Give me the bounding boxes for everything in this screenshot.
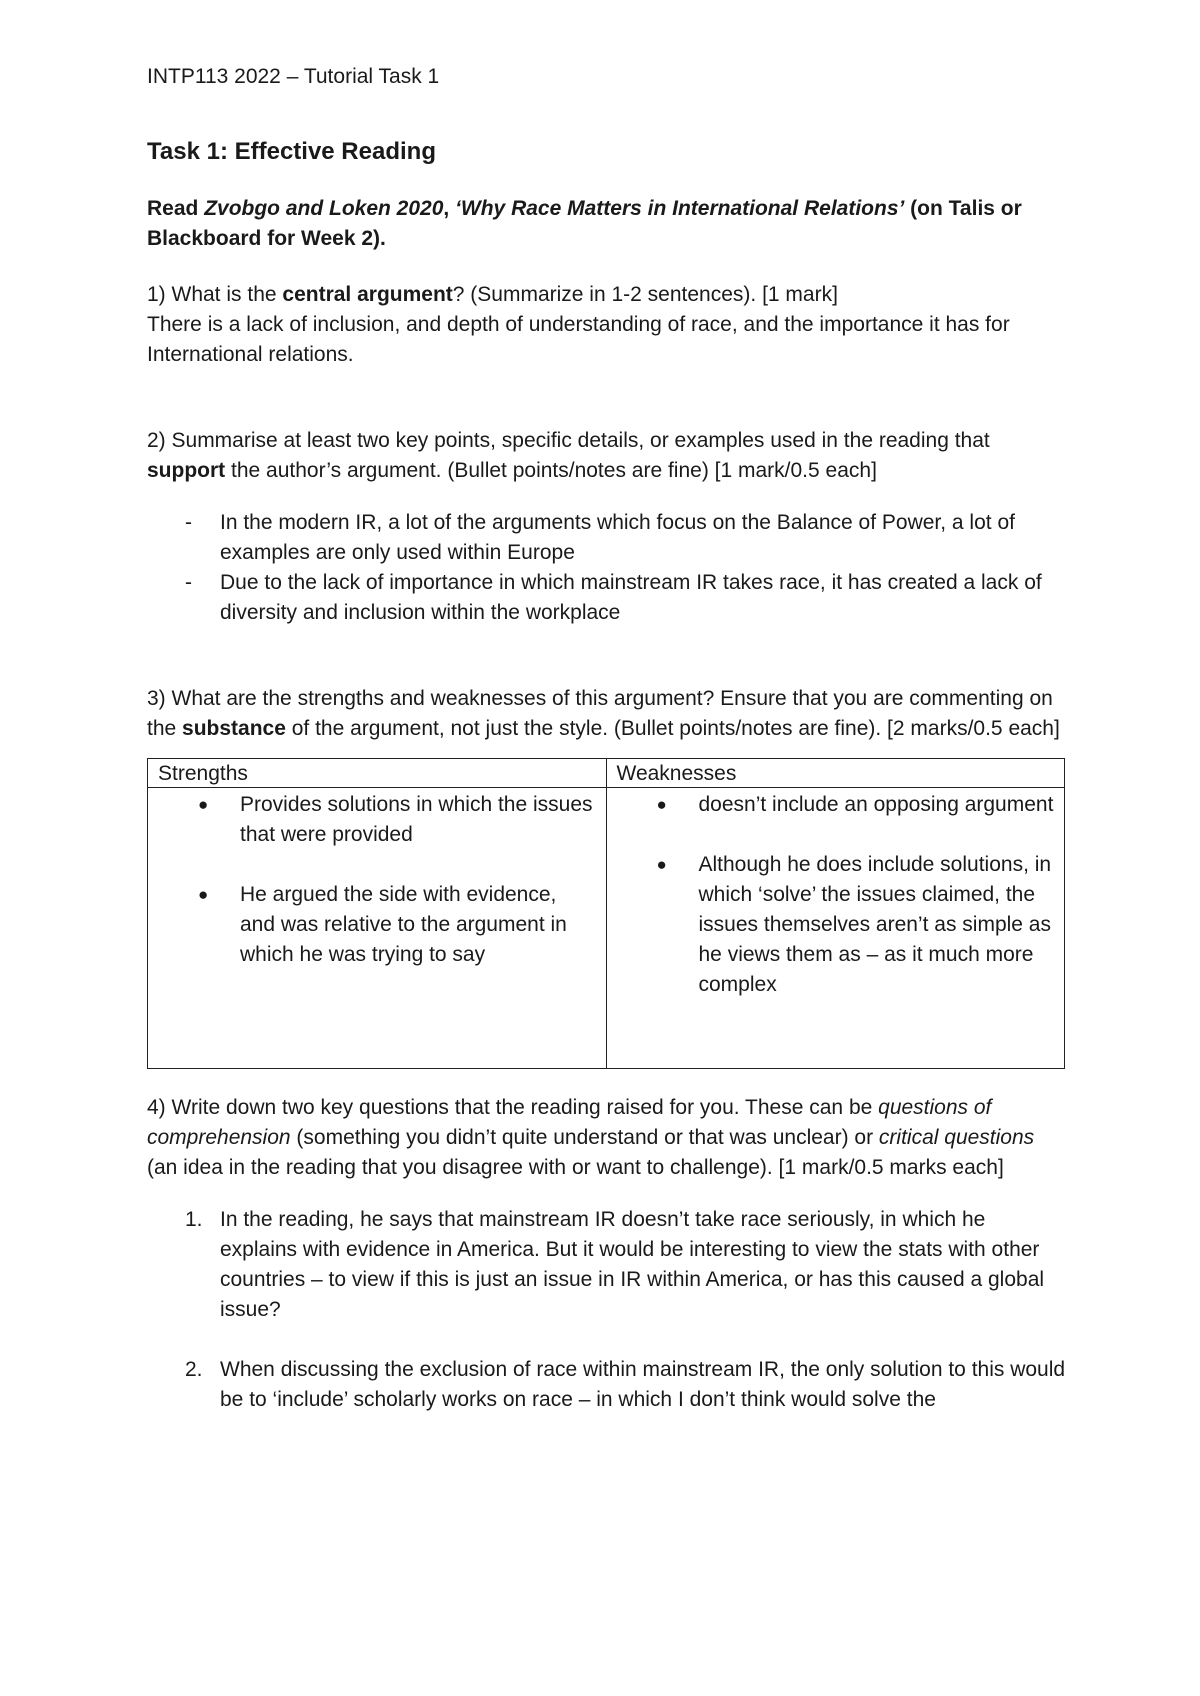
- question-1-answer: There is a lack of inclusion, and depth of understanding of race, and the importance it has for International relations.: [147, 313, 1010, 366]
- q1-bold: central argument: [282, 283, 453, 306]
- read-prefix: Read: [147, 197, 205, 220]
- list-item: ● Provides solutions in which the issues that were provided: [193, 790, 596, 850]
- q3-bold: substance: [182, 717, 286, 740]
- question-1-prompt: [147, 280, 1067, 310]
- document-header: INTP113 2022 – Tutorial Task 1: [147, 65, 440, 88]
- list-item: ● He argued the side with evidence, and was relative to the argument in which he was trying to say: [193, 880, 596, 970]
- strengths-weaknesses-table: [147, 758, 1065, 1069]
- q4-italic-1: questions of comprehension: [147, 1096, 992, 1149]
- question-2: [147, 426, 1067, 628]
- list-item: [185, 1355, 1067, 1415]
- q4-text-1: 4) Write down two key questions that the reading raised for you. These can be: [147, 1096, 879, 1119]
- weaknesses-cell: [606, 788, 1065, 1069]
- q4-italic-2: critical questions: [878, 1126, 1035, 1149]
- list-number: 2.: [185, 1358, 203, 1381]
- reading-instruction: [147, 194, 1067, 254]
- strengths-list: [158, 790, 596, 970]
- document-page: [147, 62, 1067, 1445]
- question-4-answers: [147, 1205, 1067, 1415]
- list-item: ● Although he does include solutions, in which ‘solve’ the issues claimed, the issues themselves aren’t as simple as he views them as – as it much more complex: [652, 850, 1055, 1000]
- answer-text: In the reading, he says that mainstream IR doesn’t take race seriously, in which he explains with evidence in America. But it would be interesting to view the stats with other countries – to view if this is just an issue in IR within America, or has this caused a global issue?: [220, 1208, 1045, 1321]
- q3-suffix: of the argument, not just the style. (Bullet points/notes are fine). [2 marks/0.5 each]: [285, 717, 1060, 740]
- q3-prefix: 3) What are the strengths and weaknesses of this argument? Ensure that you are commenting on the: [147, 687, 1053, 740]
- list-item: - Due to the lack of importance in which mainstream IR takes race, it has created a lack of diversity and inclusion within the workplace: [185, 568, 1067, 628]
- list-number: 1.: [185, 1208, 203, 1231]
- read-suffix: (on Talis or Blackboard for Week 2).: [147, 197, 1022, 250]
- weaknesses-list: [617, 790, 1055, 1000]
- q2-prefix: 2) Summarise at least two key points, specific details, or examples used in the reading that: [147, 429, 990, 452]
- table-row: [148, 788, 1065, 1069]
- question-4-prompt: [147, 1093, 1067, 1183]
- read-separator: ,: [443, 197, 456, 220]
- table-header-row: [148, 759, 1065, 788]
- list-item: - In the modern IR, a lot of the arguments which focus on the Balance of Power, a lot of examples are only used within Europe: [185, 508, 1067, 568]
- answer-text: When discussing the exclusion of race within mainstream IR, the only solution to this would be to ‘include’ scholarly works on race – in which I don’t think would solve the: [220, 1358, 1066, 1411]
- q1-prefix: 1) What is the: [147, 283, 283, 306]
- question-2-points: [147, 508, 1067, 628]
- read-article-title: ‘Why Race Matters in International Relations’: [455, 197, 905, 220]
- question-3: [147, 684, 1067, 1069]
- q1-suffix: ? (Summarize in 1-2 sentences). [1 mark]: [452, 283, 838, 306]
- strengths-header: Strengths: [148, 759, 607, 788]
- read-authors: Zvobgo and Loken 2020: [204, 197, 444, 220]
- question-3-prompt: [147, 684, 1067, 744]
- q2-bold: support: [147, 459, 226, 482]
- list-item: ● doesn’t include an opposing argument: [652, 790, 1055, 820]
- question-4: [147, 1093, 1067, 1415]
- q2-suffix: the author’s argument. (Bullet points/notes are fine) [1 mark/0.5 each]: [225, 459, 877, 482]
- q4-text-2: (something you didn’t quite understand or that was unclear) or: [290, 1126, 879, 1149]
- weaknesses-header: Weaknesses: [606, 759, 1065, 788]
- task-title: Task 1: Effective Reading: [147, 138, 436, 165]
- question-2-prompt: [147, 426, 1067, 486]
- strengths-cell: [148, 788, 607, 1069]
- list-item: [185, 1205, 1067, 1325]
- question-1: [147, 280, 1067, 370]
- q4-text-3: (an idea in the reading that you disagree with or want to challenge). [1 mark/0.5 marks each]: [147, 1156, 1004, 1179]
